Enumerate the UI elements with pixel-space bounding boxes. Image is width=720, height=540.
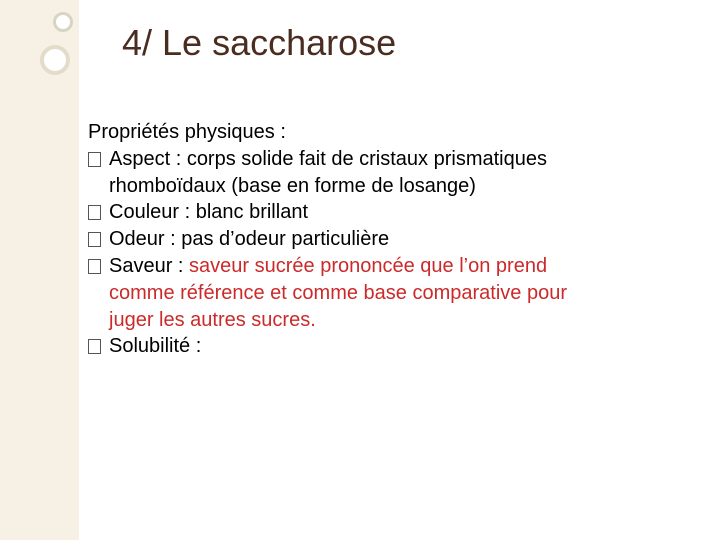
- bullet-box-icon: [88, 152, 101, 167]
- decorative-ring-large: [40, 45, 70, 75]
- decorative-ring-small: [53, 12, 73, 32]
- bullet-solubilite: [88, 333, 708, 360]
- bullet-box-icon: [88, 232, 101, 247]
- bullet-saveur-line-3: juger les autres sucres.: [109, 308, 316, 331]
- bullet-box-icon: [88, 205, 101, 220]
- section-heading: Propriétés physiques :: [88, 121, 286, 143]
- bullet-saveur: [88, 253, 708, 333]
- bullet-couleur-line-1: Couleur : blanc brillant: [109, 201, 308, 224]
- bullet-saveur-line-2: comme référence et comme base comparative pour: [109, 281, 567, 304]
- bullet-odeur: [88, 226, 708, 253]
- bullet-box-icon: [88, 339, 101, 354]
- bullet-saveur-line-1: Saveur : saveur sucrée prononcée que l’on prend: [109, 254, 548, 277]
- bullet-box-icon: [88, 259, 101, 274]
- bullet-odeur-line-1: Odeur : pas d’odeur particulière: [109, 228, 390, 251]
- bullet-solubilite-line-1: Solubilité :: [109, 335, 202, 358]
- decorative-side-band: [0, 0, 79, 540]
- slide-title: 4/ Le saccharose: [122, 22, 397, 63]
- bullet-aspect: [88, 146, 708, 200]
- slide-content: [88, 119, 708, 360]
- bullet-aspect-line-1: Aspect : corps solide fait de cristaux prismatiques: [109, 147, 547, 170]
- bullet-couleur: [88, 199, 708, 226]
- bullet-aspect-line-2: rhomboïdaux (base en forme de losange): [109, 174, 476, 197]
